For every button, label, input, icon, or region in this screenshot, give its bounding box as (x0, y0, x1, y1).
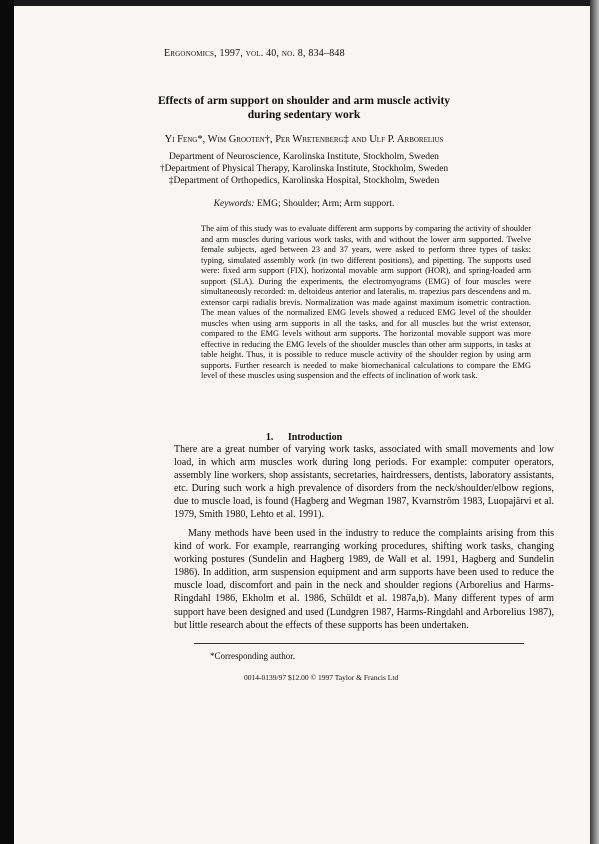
keywords-label: Keywords: (213, 199, 255, 209)
title-line-2: during sedentary work (247, 109, 361, 121)
title-line-1: Effects of arm support on shoulder and arm muscle activity (157, 95, 451, 107)
journal-citation: Ergonomics, 1997, vol. 40, no. 8, 834–848 (164, 48, 345, 59)
copyright-line: 0014-0139/97 $12.00 © 1997 Taylor & Francis Ltd (244, 673, 399, 682)
section-number: 1. (265, 432, 274, 443)
author-list: Yi Feng*, Wim Grooten†, Per Wretenberg‡ and Ulf P. Arborelius (164, 134, 444, 145)
intro-paragraph-2: Many methods have been used in the industry to reduce the complaints arising from this kind of work. For example, rearranging working procedures, shifting work tasks, changing working postures (Sundelin and Hagberg 1989, de Wall et al. 1991, Hagberg and Sundelin 1986). In addition, arm suspension equipment and arm supports have been used to reduce the muscle load, discomfort and pain in the neck and shoulder regions (Arborelius and Harms-Ringdahl 1986, Ekholm et al. 1986, Schüldt et al. 1987a,b). Many different types of arm support have been designed and used (Lundgren 1987, Harms-Ringdahl and Arborelius 1987), but little research about the effects of these supports has been undertaken. (174, 528, 554, 631)
scanned-page (14, 6, 590, 844)
footnote-divider (194, 643, 524, 644)
section-title: Introduction (287, 432, 343, 443)
abstract: The aim of this study was to evaluate different arm supports by comparing the activity of shoulder and arm muscles during various work tasks, with and without the lower arm supported. Twelve female subjects, aged between 23 and 37 years, were asked to perform three types of tasks: typing, simulated assembly work (in two different positions), and pipetting. The supports used were: fixed arm support (FIX), horizontal movable arm support (HOR), and spring-loaded arm support (SLA). During the experiments, the electromyograms (EMG) of four muscles were simultaneously recorded: m. deltoideus anterior and lateralis, m. trapezius pars descendens and m. extensor carpi radialis brevis. Normalization was made against maximum isometric contraction. The mean values of the normalized EMG levels showed a reduced EMG level of the shoulder muscles when using arm supports in all the tasks, and for all muscles but the wrist extensor, compared to the EMG levels without arm supports. The horizontal movable support was more effective in reducing the EMG levels of the shoulder muscles than other arm supports, in tasks at table height. Thus, it is possible to reduce muscle activity of the shoulder region by using arm supports. Further research is needed to make biomechanical calculations to compare the EMG level of these muscles using suspension and the effects of inclination of work task. (201, 224, 531, 380)
affiliation-neuroscience: Department of Neuroscience, Karolinska Institute, Stockholm, Sweden (169, 152, 439, 162)
corresponding-author-footnote: *Corresponding author. (210, 651, 295, 661)
keywords (134, 199, 474, 209)
affiliations (134, 151, 474, 187)
keywords-list: EMG; Shoulder; Arm; Arm support. (256, 199, 395, 209)
scan-border-right (590, 0, 599, 844)
section-heading-introduction (134, 432, 474, 443)
article-title (134, 94, 474, 122)
intro-paragraph-1: There are a great number of varying work tasks, associated with small movements and low load, in which arm muscles work during long periods. For example: computer operators, assembly line workers, shop assistants, secretaries, hairdressers, dentists, laboratory assistants, etc. During such work a high prevalence of disorders from the neck/shoulder/elbow regions, due to muscle load, is found (Hagberg and Wegman 1987, Kvarnström 1983, Luopajärvi et al. 1979, Smith 1980, Lehto et al. 1991). (174, 444, 554, 521)
affiliation-orthopedics: ‡Department of Orthopedics, Karolinska Hospital, Stockholm, Sweden (168, 176, 440, 186)
affiliation-physical-therapy: †Department of Physical Therapy, Karolinska Institute, Stockholm, Sweden (159, 164, 449, 174)
scan-border-left (0, 0, 14, 844)
